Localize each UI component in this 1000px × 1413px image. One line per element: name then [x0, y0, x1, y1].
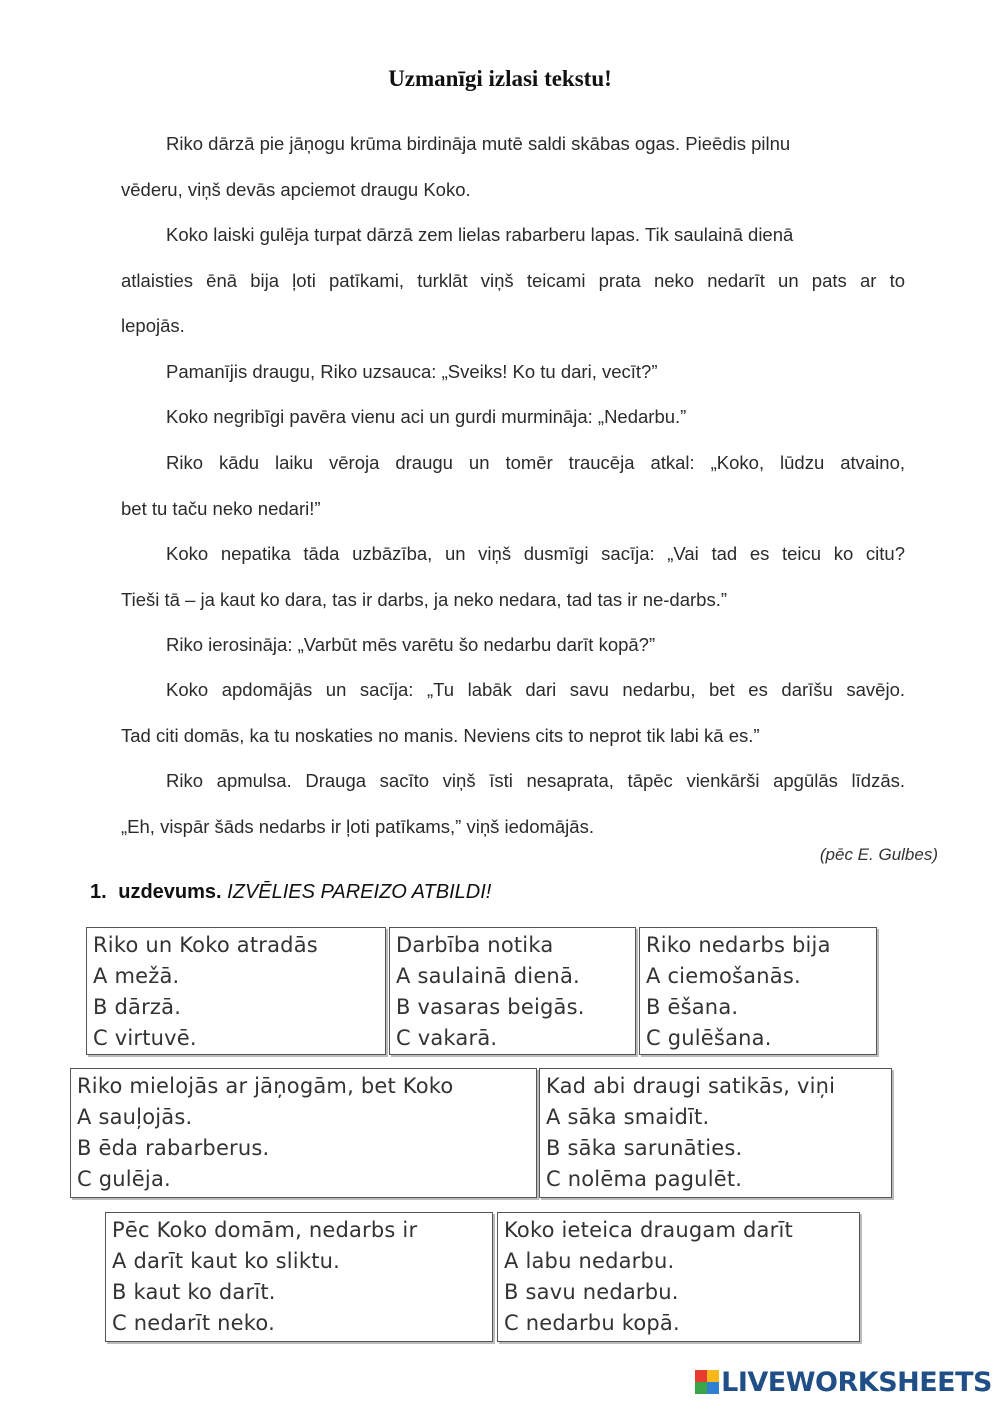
story-paragraph-4 — [121, 394, 905, 440]
answer-option-c[interactable]: C nedarbu kopā. — [504, 1311, 680, 1335]
task-heading — [90, 881, 491, 904]
answer-option-b[interactable]: B savu nedarbu. — [504, 1280, 679, 1304]
question-text: Riko mielojās ar jāņogām, bet Koko — [77, 1074, 454, 1098]
story-line: „Eh, vispār šāds nedarbs ir ļoti patīkams,” viņš iedomājās. — [121, 815, 594, 837]
story-line: Riko apmulsa. Drauga sacīto viņš īsti nesaprata, tāpēc vienkārši apgūlās līdzās. — [166, 770, 905, 791]
answer-option-a[interactable]: A ciemošanās. — [646, 964, 801, 988]
question-box-2 — [389, 927, 636, 1055]
answer-option-b[interactable]: B ēšana. — [646, 995, 739, 1019]
question-text: Riko un Koko atradās — [93, 933, 318, 957]
answer-option-c[interactable]: C nolēma pagulēt. — [546, 1167, 743, 1191]
answer-option-b[interactable]: B sāka sarunāties. — [546, 1136, 743, 1160]
answer-option-c[interactable]: C vakarā. — [396, 1026, 498, 1050]
question-box-5 — [539, 1068, 892, 1198]
answer-option-b[interactable]: B vasaras beigās. — [396, 995, 585, 1019]
answer-option-c[interactable]: C gulēja. — [77, 1167, 171, 1191]
story-line: Koko laiski gulēja turpat dārzā zem lielas rabarberu lapas. Tik saulainā dienā — [166, 224, 794, 245]
question-text: Koko ieteica draugam darīt — [504, 1218, 793, 1242]
logo-text: LIVEWORKSHEETS — [721, 1366, 992, 1398]
answer-option-a[interactable]: A sāka smaidīt. — [546, 1105, 710, 1129]
liveworksheets-logo[interactable] — [695, 1365, 992, 1399]
question-text: Pēc Koko domām, nedarbs ir — [112, 1218, 418, 1242]
story-paragraph-6 — [121, 531, 905, 622]
story-line: Riko dārzā pie jāņogu krūma birdināja mutē saldi skābas ogas. Pieēdis pilnu — [166, 133, 791, 154]
answer-option-b[interactable]: B ēda rabarberus. — [77, 1136, 270, 1160]
story-paragraph-3 — [121, 349, 905, 395]
answer-option-b[interactable]: B dārzā. — [93, 995, 182, 1019]
story-paragraph-9 — [121, 758, 905, 849]
logo-square — [707, 1370, 719, 1382]
story-line: vēderu, viņš devās apciemot draugu Koko. — [121, 178, 471, 200]
story-paragraph-2 — [121, 212, 905, 349]
attribution: (pēc E. Gulbes) — [819, 845, 938, 864]
story-line: Riko kādu laiku vēroja draugu un tomēr traucēja atkal: „Koko, lūdzu atvaino, — [166, 452, 905, 473]
story-line: atlaisties ēnā bija ļoti patīkami, turklāt viņš teicami prata neko nedarīt un pats ar to — [121, 269, 905, 291]
story-line: Koko apdomājās un sacīja: „Tu labāk dari savu nedarbu, bet es darīšu savējo. — [166, 679, 905, 700]
question-box-1 — [86, 927, 386, 1055]
story-paragraph-5 — [121, 440, 905, 531]
answer-option-a[interactable]: A saulainā dienā. — [396, 964, 580, 988]
answer-option-c[interactable]: C nedarīt neko. — [112, 1311, 275, 1335]
logo-mark-icon — [695, 1370, 719, 1394]
story-line: Pamanījis draugu, Riko uzsauca: „Sveiks! Ko tu dari, vecīt?” — [166, 361, 658, 382]
story-line: Riko ierosināja: „Varbūt mēs varētu šo nedarbu darīt kopā?” — [166, 634, 656, 655]
answer-option-a[interactable]: A sauļojās. — [77, 1105, 193, 1129]
story-paragraph-1 — [121, 121, 905, 212]
answer-option-a[interactable]: A labu nedarbu. — [504, 1249, 675, 1273]
question-box-6 — [105, 1212, 493, 1342]
logo-square — [707, 1382, 719, 1394]
answer-option-a[interactable]: A darīt kaut ko sliktu. — [112, 1249, 341, 1273]
answer-option-b[interactable]: B kaut ko darīt. — [112, 1280, 276, 1304]
story-line: Tieši tā – ja kaut ko dara, tas ir darbs, ja neko nedara, tad tas ir ne-darbs.” — [121, 588, 728, 610]
answer-option-c[interactable]: C gulēšana. — [646, 1026, 772, 1050]
story-line: lepojās. — [121, 315, 185, 336]
story-paragraph-8 — [121, 667, 905, 758]
task-instruction: IZVĒLIES PAREIZO ATBILDI! — [227, 881, 492, 903]
question-text: Riko nedarbs bija — [646, 933, 831, 957]
question-text: Darbība notika — [396, 933, 554, 957]
story-line: Koko nepatika tāda uzbāzība, un viņš dusmīgi sacīja: „Vai tad es teicu ko citu? — [166, 543, 905, 564]
worksheet-title: Uzmanīgi izlasi tekstu! — [388, 66, 612, 91]
answer-option-a[interactable]: A mežā. — [93, 964, 180, 988]
answer-option-c[interactable]: C virtuvē. — [93, 1026, 197, 1050]
story-line: bet tu taču neko nedari!” — [121, 497, 321, 519]
task-word: uzdevums. — [118, 881, 222, 903]
task-number: 1. — [90, 881, 107, 903]
logo-square — [695, 1370, 707, 1382]
story-paragraph-7 — [121, 622, 905, 668]
story-line: Koko negribīgi pavēra vienu aci un gurdi murmināja: „Nedarbu.” — [166, 406, 687, 427]
question-box-4 — [70, 1068, 537, 1198]
question-box-7 — [497, 1212, 860, 1342]
question-box-3 — [639, 927, 877, 1055]
logo-square — [695, 1382, 707, 1394]
question-text: Kad abi draugi satikās, viņi — [546, 1074, 836, 1098]
story-line: Tad citi domās, ka tu noskaties no manis. Neviens cits to neprot tik labi kā es.” — [121, 724, 760, 746]
